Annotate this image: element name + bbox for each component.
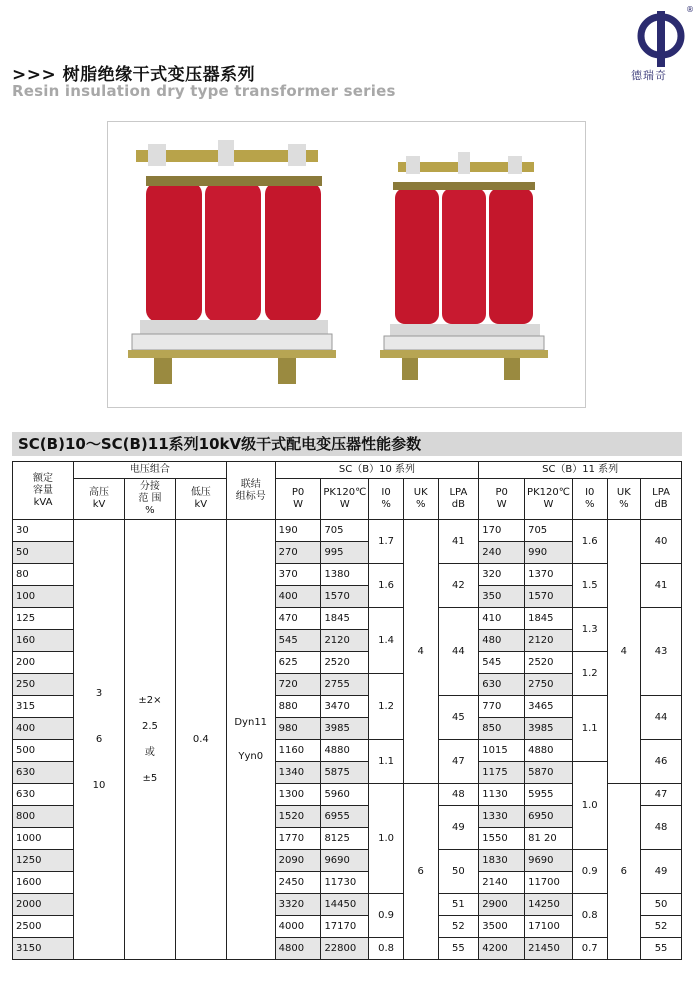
cell-sc10-lpa: 41 bbox=[438, 520, 479, 564]
cell-hv-line: 6 bbox=[95, 733, 103, 745]
cell-sc10-lpa: 42 bbox=[438, 564, 479, 608]
cell-sc10-p0: 4000 bbox=[275, 916, 321, 938]
cell-sc10-lpa: 44 bbox=[438, 608, 479, 696]
cell-sc11-pk: 705 bbox=[525, 520, 573, 542]
cell-sc11-lpa: 49 bbox=[641, 850, 682, 894]
cell-sc11-p0: 350 bbox=[479, 586, 525, 608]
cell-sc10-pk: 22800 bbox=[321, 938, 369, 960]
cell-sc10-pk: 8125 bbox=[321, 828, 369, 850]
registered-mark: ® bbox=[686, 5, 694, 14]
cell-sc11-lpa: 44 bbox=[641, 696, 682, 740]
cell-sc10-i0: 1.7 bbox=[369, 520, 404, 564]
cell-lv: 0.4 bbox=[175, 520, 226, 960]
cell-capacity: 80 bbox=[13, 564, 74, 586]
cell-sc11-pk: 1845 bbox=[525, 608, 573, 630]
cell-sc11-p0: 4200 bbox=[479, 938, 525, 960]
header-sc11-i0: I0 % bbox=[572, 479, 607, 520]
header-lv: 低压 kV bbox=[175, 479, 226, 520]
cell-hv-line: 3 bbox=[95, 687, 103, 699]
cell-capacity: 160 bbox=[13, 630, 74, 652]
cell-sc11-lpa: 41 bbox=[641, 564, 682, 608]
cell-sc10-p0: 190 bbox=[275, 520, 321, 542]
header-connection-group: 联结 组标号 bbox=[226, 462, 275, 520]
cell-sc10-pk: 2520 bbox=[321, 652, 369, 674]
cell-sc10-pk: 3985 bbox=[321, 718, 369, 740]
cell-sc11-p0: 770 bbox=[479, 696, 525, 718]
transformer-large-image bbox=[128, 140, 336, 384]
cell-sc10-pk: 17170 bbox=[321, 916, 369, 938]
cell-capacity: 1250 bbox=[13, 850, 74, 872]
cell-sc11-p0: 630 bbox=[479, 674, 525, 696]
cell-sc10-uk: 4 bbox=[403, 520, 438, 784]
cell-sc11-i0: 1.1 bbox=[572, 696, 607, 762]
cell-capacity: 100 bbox=[13, 586, 74, 608]
cell-sc11-lpa: 46 bbox=[641, 740, 682, 784]
cell-sc11-pk: 4880 bbox=[525, 740, 573, 762]
cell-sc10-pk: 4880 bbox=[321, 740, 369, 762]
cell-sc11-pk: 17100 bbox=[525, 916, 573, 938]
page-subtitle: Resin insulation dry type transformer series bbox=[12, 82, 396, 100]
cell-sc11-p0: 320 bbox=[479, 564, 525, 586]
cell-sc10-p0: 2090 bbox=[275, 850, 321, 872]
cell-sc10-pk: 995 bbox=[321, 542, 369, 564]
cell-sc11-p0: 170 bbox=[479, 520, 525, 542]
cell-sc10-i0: 1.6 bbox=[369, 564, 404, 608]
cell-sc10-i0: 0.8 bbox=[369, 938, 404, 960]
cell-capacity: 1000 bbox=[13, 828, 74, 850]
cell-sc10-p0: 1770 bbox=[275, 828, 321, 850]
header-sc10-series: SC（B）10 系列 bbox=[275, 462, 479, 479]
header-sc11-p0: P0 W bbox=[479, 479, 525, 520]
cell-sc10-pk: 705 bbox=[321, 520, 369, 542]
cell-capacity: 315 bbox=[13, 696, 74, 718]
cell-sc10-pk: 9690 bbox=[321, 850, 369, 872]
cell-sc11-pk: 3985 bbox=[525, 718, 573, 740]
cell-sc11-pk: 5870 bbox=[525, 762, 573, 784]
cell-sc10-pk: 1380 bbox=[321, 564, 369, 586]
cell-sc10-p0: 1520 bbox=[275, 806, 321, 828]
cell-sc10-i0: 1.1 bbox=[369, 740, 404, 784]
cell-sc11-i0: 1.5 bbox=[572, 564, 607, 608]
transformer-small-image bbox=[380, 152, 548, 380]
cell-sc10-pk: 14450 bbox=[321, 894, 369, 916]
header-hv: 高压 kV bbox=[74, 479, 125, 520]
cell-sc11-p0: 2140 bbox=[479, 872, 525, 894]
cell-sc11-p0: 3500 bbox=[479, 916, 525, 938]
cell-sc11-lpa: 52 bbox=[641, 916, 682, 938]
cell-sc11-p0: 410 bbox=[479, 608, 525, 630]
cell-sc10-p0: 400 bbox=[275, 586, 321, 608]
cell-sc11-i0: 0.9 bbox=[572, 850, 607, 894]
cell-sc10-pk: 6955 bbox=[321, 806, 369, 828]
cell-sc11-i0: 1.0 bbox=[572, 762, 607, 850]
cell-sc10-pk: 3470 bbox=[321, 696, 369, 718]
cell-sc10-i0: 1.2 bbox=[369, 674, 404, 740]
cell-sc11-pk: 9690 bbox=[525, 850, 573, 872]
cell-sc11-lpa: 50 bbox=[641, 894, 682, 916]
cell-sc11-lpa: 43 bbox=[641, 608, 682, 696]
cell-sc11-pk: 2120 bbox=[525, 630, 573, 652]
cell-sc11-p0: 2900 bbox=[479, 894, 525, 916]
cell-sc10-lpa: 55 bbox=[438, 938, 479, 960]
cell-sc11-p0: 240 bbox=[479, 542, 525, 564]
brand-logo bbox=[626, 5, 698, 85]
cell-sc10-lpa: 51 bbox=[438, 894, 479, 916]
cell-sc10-p0: 880 bbox=[275, 696, 321, 718]
header-voltage-group: 电压组合 bbox=[74, 462, 227, 479]
cell-capacity: 200 bbox=[13, 652, 74, 674]
cell-sc10-p0: 470 bbox=[275, 608, 321, 630]
cell-hv-line: 10 bbox=[92, 779, 106, 791]
cell-capacity: 500 bbox=[13, 740, 74, 762]
cell-capacity: 400 bbox=[13, 718, 74, 740]
cell-capacity: 630 bbox=[13, 762, 74, 784]
cell-conn-line: Yyn0 bbox=[238, 750, 264, 762]
cell-sc11-pk: 81 20 bbox=[525, 828, 573, 850]
cell-sc11-p0: 545 bbox=[479, 652, 525, 674]
header-sc11-lpa: LPA dB bbox=[641, 479, 682, 520]
cell-sc11-lpa: 55 bbox=[641, 938, 682, 960]
cell-sc10-pk: 11730 bbox=[321, 872, 369, 894]
cell-capacity: 2000 bbox=[13, 894, 74, 916]
cell-sc11-lpa: 48 bbox=[641, 806, 682, 850]
header-sc11-uk: UK % bbox=[607, 479, 641, 520]
cell-sc11-uk: 4 bbox=[607, 520, 641, 784]
cell-sc11-lpa: 47 bbox=[641, 784, 682, 806]
cell-capacity: 630 bbox=[13, 784, 74, 806]
cell-sc10-p0: 545 bbox=[275, 630, 321, 652]
cell-sc11-i0: 0.7 bbox=[572, 938, 607, 960]
cell-sc11-lpa: 40 bbox=[641, 520, 682, 564]
dp-logo-icon bbox=[630, 9, 692, 69]
cell-sc11-pk: 1570 bbox=[525, 586, 573, 608]
cell-sc11-p0: 1175 bbox=[479, 762, 525, 784]
cell-capacity: 800 bbox=[13, 806, 74, 828]
header-tap: 分接 范 围 % bbox=[124, 479, 175, 520]
cell-sc10-pk: 1845 bbox=[321, 608, 369, 630]
cell-conn bbox=[226, 520, 275, 960]
header-sc11-series: SC（B）11 系列 bbox=[479, 462, 682, 479]
header-sc10-uk: UK % bbox=[403, 479, 438, 520]
cell-sc10-p0: 720 bbox=[275, 674, 321, 696]
cell-sc11-i0: 0.8 bbox=[572, 894, 607, 938]
cell-sc11-p0: 1015 bbox=[479, 740, 525, 762]
cell-sc10-pk: 2755 bbox=[321, 674, 369, 696]
cell-sc11-p0: 1830 bbox=[479, 850, 525, 872]
cell-sc10-lpa: 45 bbox=[438, 696, 479, 740]
cell-tap-line: ±5 bbox=[142, 772, 158, 784]
cell-sc10-uk: 6 bbox=[403, 784, 438, 960]
cell-sc10-pk: 2120 bbox=[321, 630, 369, 652]
cell-sc11-p0: 1330 bbox=[479, 806, 525, 828]
cell-tap-line: 或 bbox=[144, 746, 155, 758]
spec-table-title: SC(B)10～SC(B)11系列10kV级干式配电变压器性能参数 bbox=[12, 432, 682, 456]
cell-sc10-p0: 270 bbox=[275, 542, 321, 564]
cell-sc10-i0: 1.0 bbox=[369, 784, 404, 894]
cell-sc11-p0: 1130 bbox=[479, 784, 525, 806]
cell-sc11-pk: 990 bbox=[525, 542, 573, 564]
cell-sc10-p0: 370 bbox=[275, 564, 321, 586]
cell-sc10-lpa: 48 bbox=[438, 784, 479, 806]
cell-capacity: 250 bbox=[13, 674, 74, 696]
cell-capacity: 3150 bbox=[13, 938, 74, 960]
cell-tap-line: ±2× bbox=[138, 694, 162, 706]
cell-sc10-lpa: 50 bbox=[438, 850, 479, 894]
header-sc10-p0: P0 W bbox=[275, 479, 321, 520]
header-sc10-i0: I0 % bbox=[369, 479, 404, 520]
cell-sc10-p0: 625 bbox=[275, 652, 321, 674]
cell-sc10-pk: 1570 bbox=[321, 586, 369, 608]
logo-text: 德瑞奇 bbox=[631, 69, 667, 82]
cell-hv bbox=[74, 520, 125, 960]
cell-tap-line: 2.5 bbox=[141, 720, 158, 732]
cell-capacity: 1600 bbox=[13, 872, 74, 894]
cell-sc11-pk: 6950 bbox=[525, 806, 573, 828]
cell-capacity: 2500 bbox=[13, 916, 74, 938]
cell-sc11-pk: 3465 bbox=[525, 696, 573, 718]
cell-sc11-i0: 1.2 bbox=[572, 652, 607, 696]
cell-sc10-p0: 3320 bbox=[275, 894, 321, 916]
cell-sc10-pk: 5875 bbox=[321, 762, 369, 784]
cell-sc10-i0: 1.4 bbox=[369, 608, 404, 674]
cell-sc10-lpa: 49 bbox=[438, 806, 479, 850]
cell-capacity: 30 bbox=[13, 520, 74, 542]
cell-sc11-pk: 14250 bbox=[525, 894, 573, 916]
cell-sc11-uk: 6 bbox=[607, 784, 641, 960]
cell-conn-line: Dyn11 bbox=[234, 716, 268, 728]
cell-sc10-lpa: 52 bbox=[438, 916, 479, 938]
table-row bbox=[13, 520, 682, 542]
cell-sc10-p0: 1300 bbox=[275, 784, 321, 806]
cell-capacity: 50 bbox=[13, 542, 74, 564]
header-sc10-lpa: LPA dB bbox=[438, 479, 479, 520]
cell-sc10-p0: 1340 bbox=[275, 762, 321, 784]
cell-sc11-pk: 2520 bbox=[525, 652, 573, 674]
cell-sc11-i0: 1.3 bbox=[572, 608, 607, 652]
cell-sc11-pk: 11700 bbox=[525, 872, 573, 894]
page-title: >>> 树脂绝缘干式变压器系列 bbox=[12, 65, 256, 85]
product-photo bbox=[107, 121, 586, 408]
header-sc10-pk: PK120℃ W bbox=[321, 479, 369, 520]
cell-sc10-lpa: 47 bbox=[438, 740, 479, 784]
cell-sc10-pk: 5960 bbox=[321, 784, 369, 806]
cell-sc11-i0: 1.6 bbox=[572, 520, 607, 564]
header-sc11-pk: PK120℃ W bbox=[525, 479, 573, 520]
cell-capacity: 125 bbox=[13, 608, 74, 630]
cell-sc10-p0: 2450 bbox=[275, 872, 321, 894]
header-rated-capacity: 额定 容量 kVA bbox=[13, 462, 74, 520]
cell-sc11-pk: 2750 bbox=[525, 674, 573, 696]
cell-sc10-p0: 1160 bbox=[275, 740, 321, 762]
cell-sc11-pk: 5955 bbox=[525, 784, 573, 806]
cell-sc11-pk: 1370 bbox=[525, 564, 573, 586]
spec-table bbox=[12, 461, 682, 960]
cell-sc11-p0: 850 bbox=[479, 718, 525, 740]
cell-sc10-p0: 980 bbox=[275, 718, 321, 740]
cell-sc10-i0: 0.9 bbox=[369, 894, 404, 938]
cell-sc11-pk: 21450 bbox=[525, 938, 573, 960]
cell-sc10-p0: 4800 bbox=[275, 938, 321, 960]
cell-tap bbox=[124, 520, 175, 960]
cell-sc11-p0: 1550 bbox=[479, 828, 525, 850]
cell-sc11-p0: 480 bbox=[479, 630, 525, 652]
